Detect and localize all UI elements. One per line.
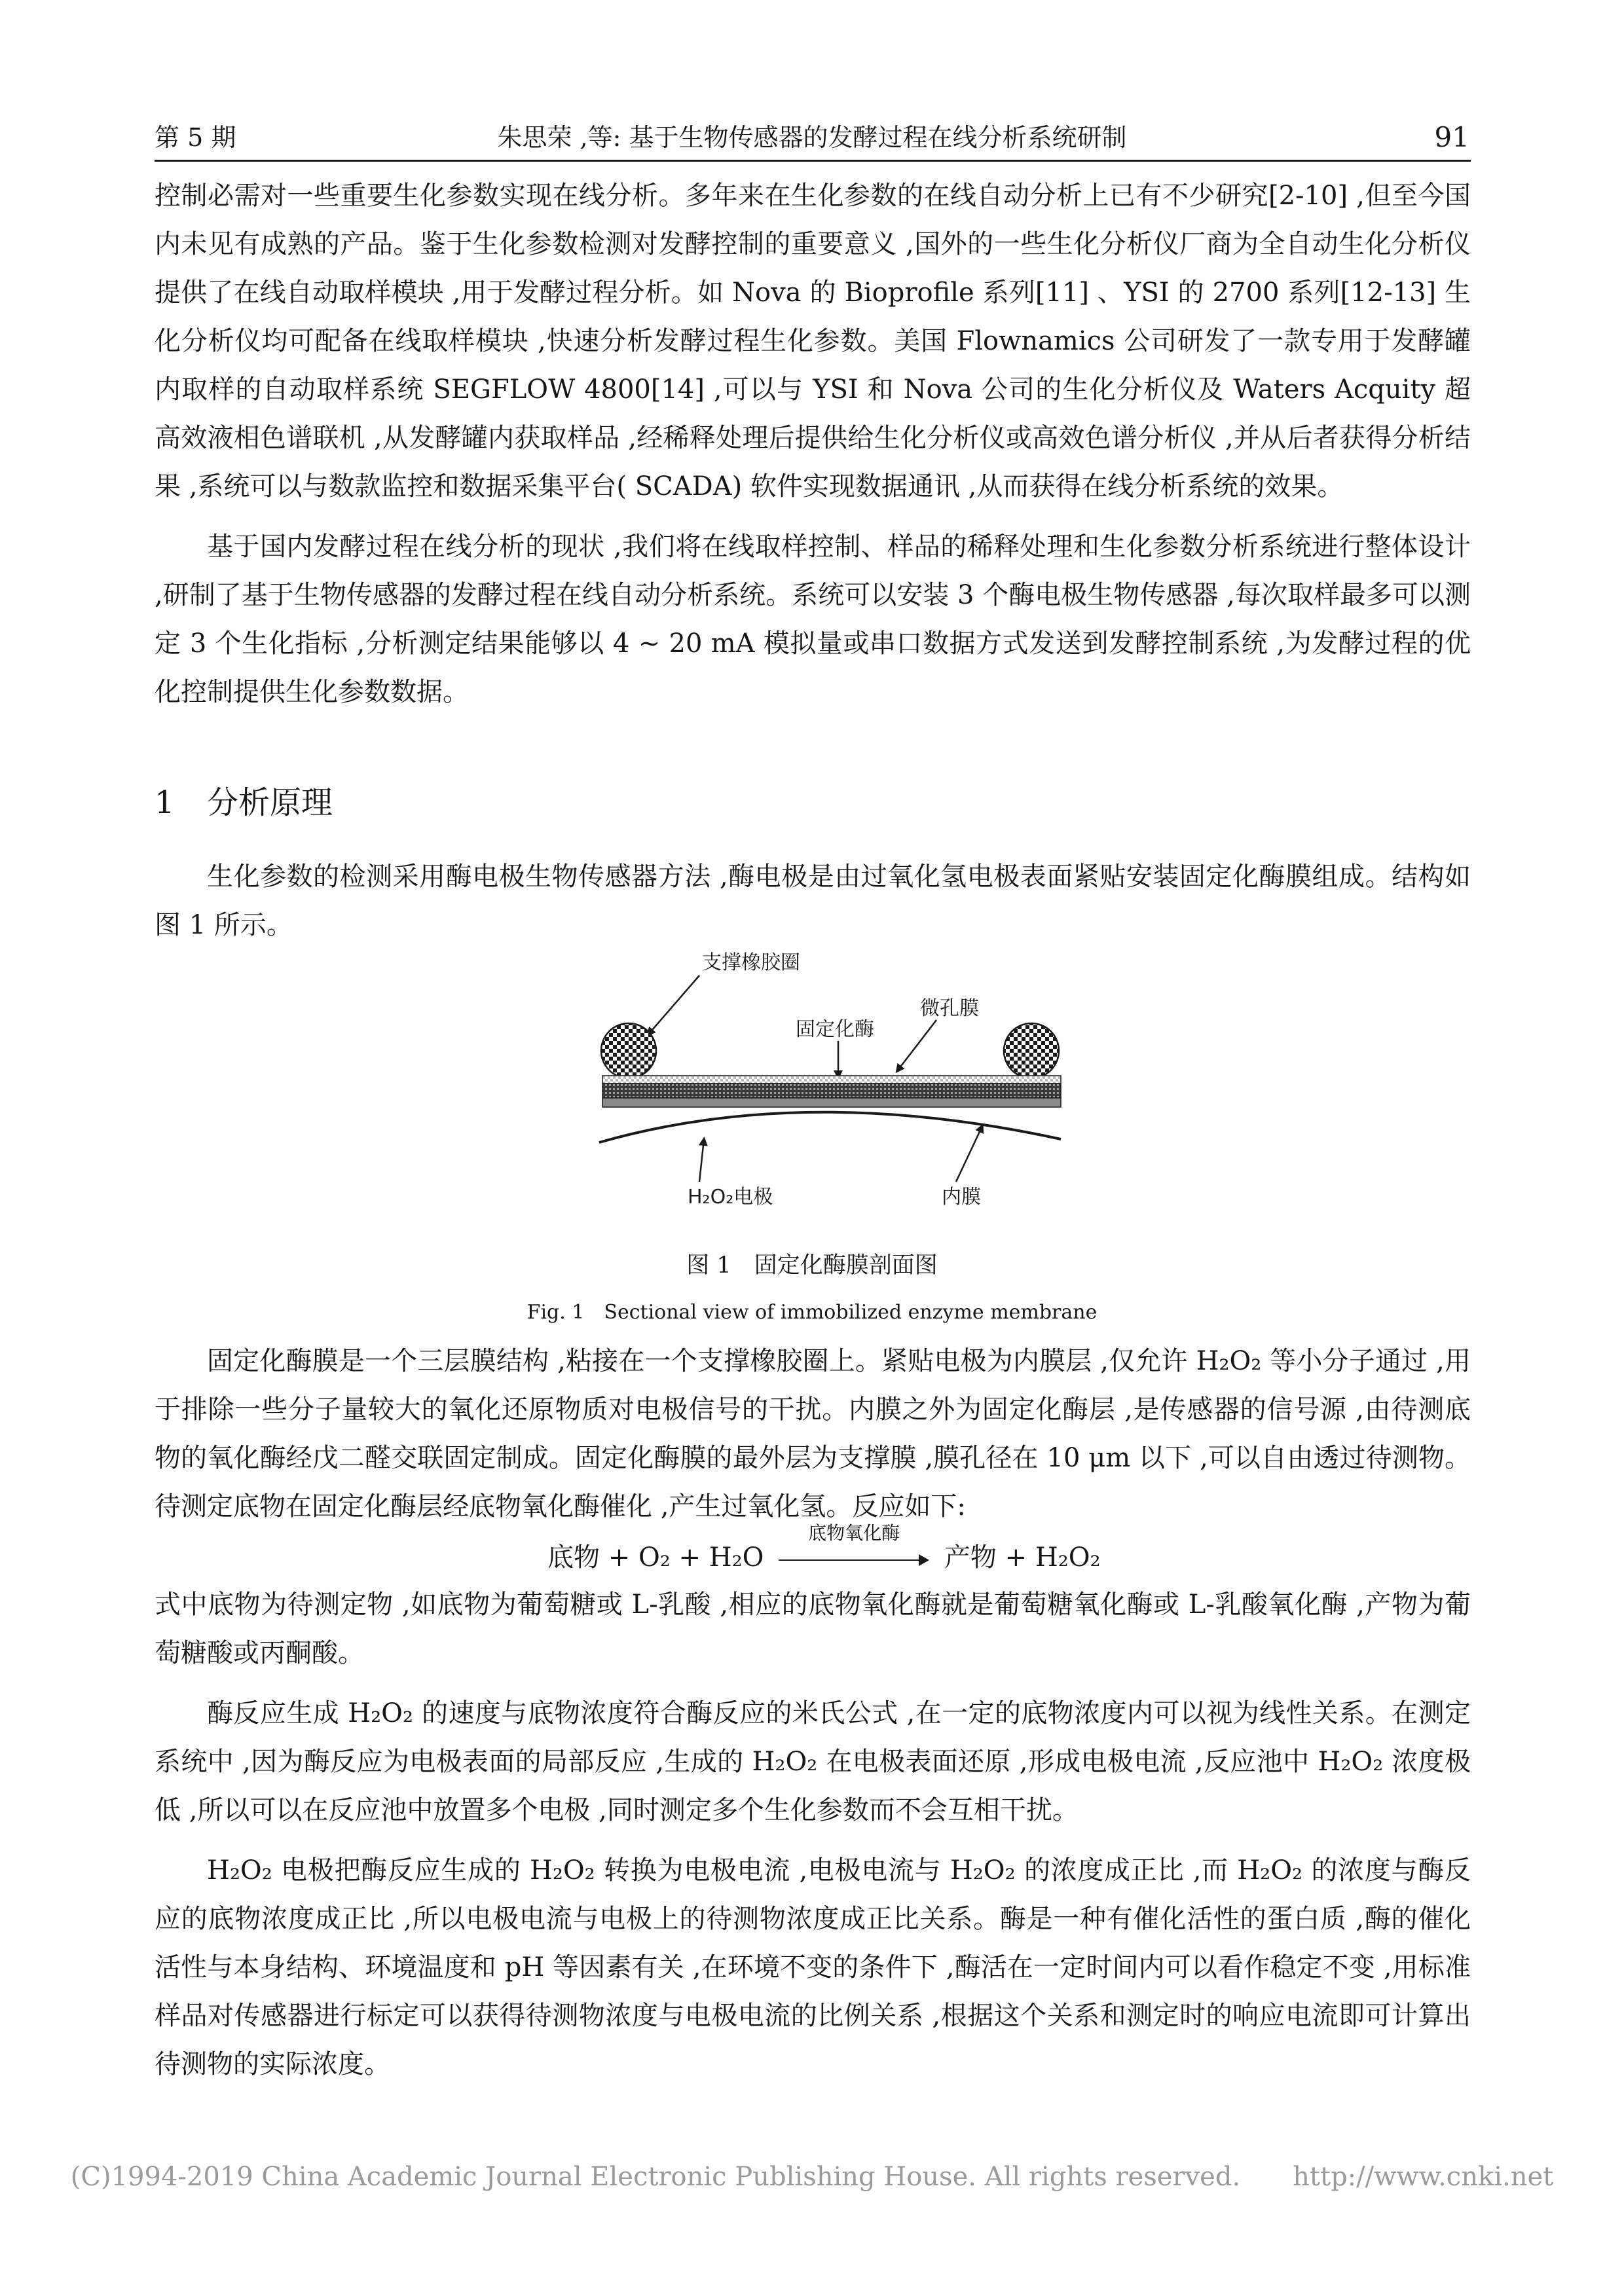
reaction-arrow-line (779, 1559, 921, 1561)
electrode-surface (599, 1112, 1061, 1142)
section-block-2 (155, 1337, 1471, 1531)
section-paragraph-4: 酶反应生成 H₂O₂ 的速度与底物浓度符合酶反应的米氏公式 ,在一定的底物浓度内可以视为线性关系。在测定系统中 ,因为酶反应为电极表面的局部反应 ,生成的 H₂O₂ 在电极表面还原 ,形成电极电流 ,反应池中 H₂O₂ 浓度极低 ,所以可以在反应池中放置多个电极 ,同时测定多个生化参数而不会互相干扰。 (155, 1698, 1471, 1825)
reaction-equation (547, 1522, 1101, 1577)
arrow-to-electrode (699, 1139, 704, 1182)
section-paragraph-1: 生化参数的检测采用酶电极生物传感器方法 ,酶电极是由过氧化氢电极表面紧贴安装固定化酶膜组成。结构如图 1 所示。 (155, 862, 1471, 940)
enzyme-layer (602, 1084, 1061, 1098)
arrow-to-microporous (897, 1020, 936, 1071)
label-electrode: H₂O₂电极 (688, 1186, 773, 1209)
intro-paragraph-2: 基于国内发酵过程在线分析的现状 ,我们将在线取样控制、样品的稀释处理和生化参数分析系统进行整体设计 ,研制了基于生物传感器的发酵过程在线自动分析系统。系统可以安装 3 个酶电极生物传感器 ,每次取样最多可以测定 3 个生化指标 ,分析测定结果能够以 4 ~ 20 mA 模拟量或串口数据方式发送到发酵控制系统 ,为发酵过程的优化控制提供生化参数数据。 (155, 532, 1471, 707)
label-support-ring: 支撑橡胶圈 (702, 951, 800, 974)
section-block-1 (155, 852, 1471, 949)
support-ring-right (1004, 1023, 1059, 1078)
figure-caption-cn: 图 1 固定化酶膜剖面图 (686, 1252, 938, 1279)
label-microporous: 微孔膜 (920, 997, 979, 1020)
equation-rhs: 产物 + H₂O₂ (944, 1542, 1101, 1573)
section-paragraph-5: H₂O₂ 电极把酶反应生成的 H₂O₂ 转换为电极电流 ,电极电流与 H₂O₂ 的浓度成正比 ,而 H₂O₂ 的浓度与酶反应的底物浓度成正比 ,所以电极电流与电极上的待测物浓度成正比关系。酶是一种有催化活性的蛋白质 ,酶的催化活性与本身结构、环境温度和 pH 等因素有关 ,在环境不变的条件下 ,酶活在一定时间内可以看作稳定不变 ,用标准样品对传感器进行标定可以获得待测物浓度与电极电流的比例关系 ,根据这个关系和测定时的响应电流即可计算出待测物的实际浓度。 (155, 1855, 1471, 2079)
label-enzyme: 固定化酶 (796, 1018, 874, 1041)
section-paragraph-2: 固定化酶膜是一个三层膜结构 ,粘接在一个支撑橡胶圈上。紧贴电极为内膜层 ,仅允许 H₂O₂ 等小分子通过 ,用于排除一些分子量较大的氧化还原物质对电极信号的干扰。内膜之外为固定化酶层 ,是传感器的信号源 ,由待测底物的氧化酶经戊二醛交联固定制成。固定化酶膜的最外层为支撑膜 ,膜孔径在 10 μm 以下 ,可以自由透过待测物。待测定底物在固定化酶层经底物氧化酶催化 ,产生过氧化氢。反应如下: (155, 1346, 1471, 1522)
inner-layer (602, 1098, 1061, 1107)
support-ring-left (601, 1023, 656, 1078)
equation-lhs: 底物 + O₂ + H₂O (547, 1542, 764, 1573)
section-paragraph-3: 式中底物为待测定物 ,如底物为葡萄糖或 L-乳酸 ,相应的底物氧化酶就是葡萄糖氧化酶或 L-乳酸氧化酶 ,产物为葡萄糖酸或丙酮酸。 (155, 1590, 1471, 1668)
arrow-to-inner (956, 1126, 982, 1182)
copyright-footer: (C)1994-2019 China Academic Journal Electronic Publishing House. All rights reserved. http://www.cnki.net (70, 2162, 1554, 2192)
label-inner-membrane: 内膜 (942, 1186, 981, 1209)
section-block-3 (155, 1580, 1471, 2088)
issue-label: 第 5 期 (155, 123, 236, 152)
section-heading (155, 783, 333, 822)
reaction-arrow (779, 1522, 929, 1573)
intro-block (155, 172, 1471, 716)
page-number: 91 (1434, 121, 1469, 153)
running-title: 朱思荣 ,等: 基于生物传感器的发酵过程在线分析系统研制 (497, 123, 1127, 152)
figure-caption-en: Fig. 1 Sectional view of immobilized enzyme membrane (526, 1301, 1098, 1324)
reaction-arrow-label: 底物氧化酶 (808, 1522, 900, 1544)
microporous-layer (602, 1076, 1061, 1084)
section-number: 1 (155, 784, 175, 821)
arrow-to-ring (648, 975, 699, 1034)
header-rule (155, 160, 1471, 162)
membrane-diagram (589, 943, 1074, 1218)
intro-paragraph-1: 控制必需对一些重要生化参数实现在线分析。多年来在生化参数的在线自动分析上已有不少研究[2-10] ,但至今国内未见有成熟的产品。鉴于生化参数检测对发酵控制的重要意义 ,国外的一些生化分析仪厂商为全自动生化分析仪提供了在线自动取样模块 ,用于发酵过程分析。如 Nova 的 Bioprofile 系列[11] 、YSI 的 2700 系列[12-13] 生化分析仪均可配备在线取样模块 ,快速分析发酵过程生化参数。美国 Flownamics 公司研发了一款专用于发酵罐内取样的自动取样系统 SEGFLOW 4800[14] ,可以与 YSI 和 Nova 公司的生化分析仪及 Waters Acquity 超高效液相色谱联机 ,从发酵罐内获取样品 ,经稀释处理后提供给生化分析仪或高效色谱分析仪 ,并从后者获得分析结果 ,系统可以与数款监控和数据采集平台( SCADA) 软件实现数据通讯 ,从而获得在线分析系统的效果。 (155, 181, 1471, 501)
section-title: 分析原理 (207, 784, 333, 821)
reaction-arrow-head (919, 1554, 929, 1566)
